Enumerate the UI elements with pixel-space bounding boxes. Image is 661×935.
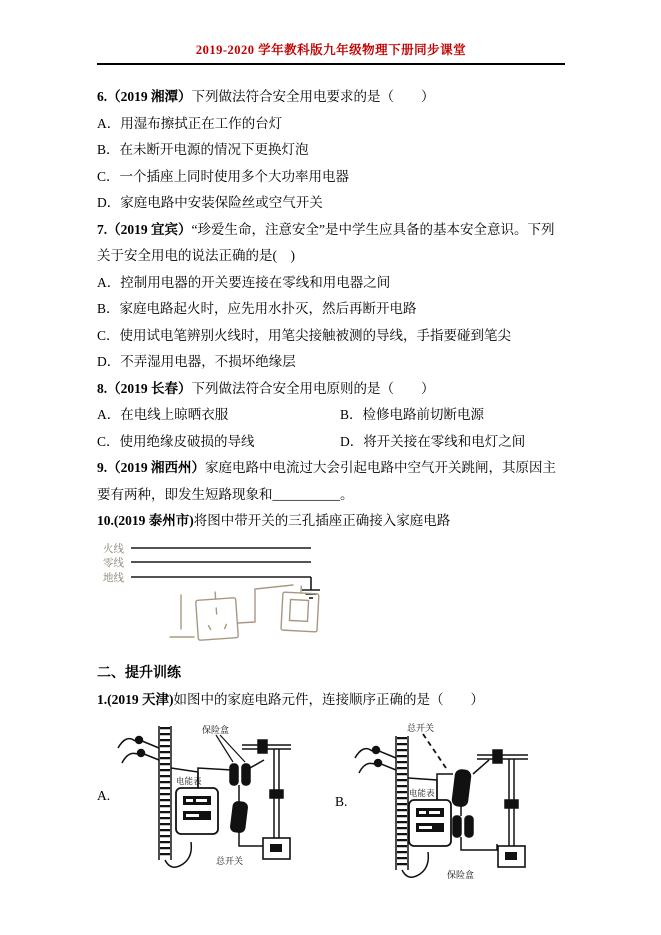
question-7-option-b: B．家庭电路起火时，应先用水扑灭，然后再断开电路 xyxy=(97,301,417,316)
section-2-heading: 二、提升训练 xyxy=(97,665,181,681)
question-6-option-d: D．家庭电路中安装保险丝或空气开关 xyxy=(97,195,323,210)
circuit-diagram-b xyxy=(349,718,534,888)
rod-mid-joint-b xyxy=(505,800,518,808)
insulator-2 xyxy=(138,749,145,756)
incoming-wire-2 xyxy=(122,753,137,763)
question-8-option-a: A．在电线上晾晒衣服 xyxy=(97,407,229,422)
section2-question-1 xyxy=(97,687,567,714)
question-9 xyxy=(97,455,567,508)
answer-diagrams-row xyxy=(97,718,567,893)
insulator-2b xyxy=(375,759,382,766)
question-6-option-c: C．一个插座上同时使用多个大功率用电器 xyxy=(97,168,350,184)
diagram-b-top-label: 总开关 xyxy=(407,722,435,733)
incoming-wire-1 xyxy=(118,738,135,747)
diagram-b-bottom-label: 保险盒 xyxy=(447,869,475,880)
question-7-option-a: A．控制用电器的开关要连接在零线和用电器之间 xyxy=(97,274,391,290)
question-8-label: 8.（2019 长春） xyxy=(97,380,192,396)
question-6 xyxy=(97,84,567,217)
diagram-a-letter: A. xyxy=(97,788,111,804)
section2-question-1-label: 1.(2019 天津) xyxy=(97,692,174,707)
diagram-b-meter-label: 电能表 xyxy=(409,787,435,798)
main-switch-b xyxy=(452,769,471,807)
wire-lines xyxy=(131,548,320,598)
fuse-2 xyxy=(242,764,250,785)
ground-wire-label: 地线 xyxy=(103,571,124,584)
question-7 xyxy=(97,217,567,376)
question-9-label: 9.（2019 湘西州） xyxy=(97,460,205,475)
question-6-option-b: B．在未断开电源的情况下更换灯泡 xyxy=(97,142,309,157)
question-6-option-a: A．用湿布擦拭正在工作的台灯 xyxy=(97,115,283,131)
question-8-option-c: C．使用绝缘皮破损的导线 xyxy=(97,433,255,449)
wall-switch xyxy=(281,585,319,632)
live-wire-label: 火线 xyxy=(103,542,124,555)
question-7-stem: 7.（2019 宜宾）“珍爱生命，注意安全”是中学生应具备的基本安全意识。下列关于安全用电的说法正确的是( ) xyxy=(97,221,555,263)
question-9-stem: 9.（2019 湘西州）家庭电路中电流过大会引起电路中空气开关跳闸，其原因主要有两种，即发生短路现象和__________。 xyxy=(97,460,556,502)
question-7-option-c: C．使用试电笔辨别火线时，用笔尖接触被测的导线，手指要碰到笔尖 xyxy=(97,327,512,343)
question-8-options xyxy=(97,402,567,455)
diagram-a-bottom-label: 总开关 xyxy=(216,855,244,866)
question-7-option-d: D．不弄湿用电器，不损坏绝缘层 xyxy=(97,354,296,369)
rod-top-joint-b xyxy=(493,750,502,763)
main-switch-leader xyxy=(423,734,446,768)
worksheet-content xyxy=(97,84,567,893)
insulator-1b xyxy=(373,746,380,753)
incoming-wire-2b xyxy=(359,763,374,773)
sketch-connecting-wire xyxy=(238,585,293,623)
question-6-label: 6.（2019 湘潭） xyxy=(97,89,192,104)
diagram-b-drawing xyxy=(355,734,528,877)
insulator-1 xyxy=(136,736,143,743)
circuit-diagram-a xyxy=(112,718,297,876)
page-header-title: 2019-2020 学年教科版九年级物理下册同步课堂 xyxy=(97,40,565,65)
diagram-option-a xyxy=(97,718,297,876)
question-8 xyxy=(97,376,567,456)
main-switch-a xyxy=(230,801,248,832)
rod-top-joint-a xyxy=(258,740,267,753)
question-10-label: 10.(2019 泰州市) xyxy=(97,513,194,528)
question-8-stem: 8.（2019 长春）下列做法符合安全用电原则的是（ ） xyxy=(97,380,435,396)
diagram-b-letter: B. xyxy=(335,794,348,810)
fuse-1 xyxy=(230,764,238,785)
diagram-option-b xyxy=(335,718,534,888)
neutral-wire-label: 零线 xyxy=(103,556,124,569)
section2-question-1-stem: 1.(2019 天津)如图中的家庭电路元件，连接顺序正确的是（ ） xyxy=(97,692,484,707)
question-8-option-d: D．将开关接在零线和电灯之间 xyxy=(340,433,526,449)
diagram-a-meter-label: 电能表 xyxy=(176,775,202,786)
question-6-stem: 6.（2019 湘潭）下列做法符合安全用电要求的是（ ） xyxy=(97,89,435,104)
question-10 xyxy=(97,508,567,535)
fuse-2b xyxy=(465,816,473,837)
question-8-option-b: B．检修电路前切断电源 xyxy=(340,407,485,422)
diagram-a-drawing xyxy=(118,726,291,867)
incoming-wire-1b xyxy=(355,748,372,757)
rod-mid-joint-a xyxy=(270,790,283,798)
diagram-a-top-label: 保险盒 xyxy=(202,724,230,735)
three-hole-socket xyxy=(195,590,238,640)
socket-switch-sketch xyxy=(170,585,319,640)
fuse-1b xyxy=(453,816,461,837)
household-wiring-figure xyxy=(97,537,567,657)
question-10-stem: 10.(2019 泰州市)将图中带开关的三孔插座正确接入家庭电路 xyxy=(97,513,451,528)
question-7-label: 7.（2019 宜宾） xyxy=(97,221,192,237)
